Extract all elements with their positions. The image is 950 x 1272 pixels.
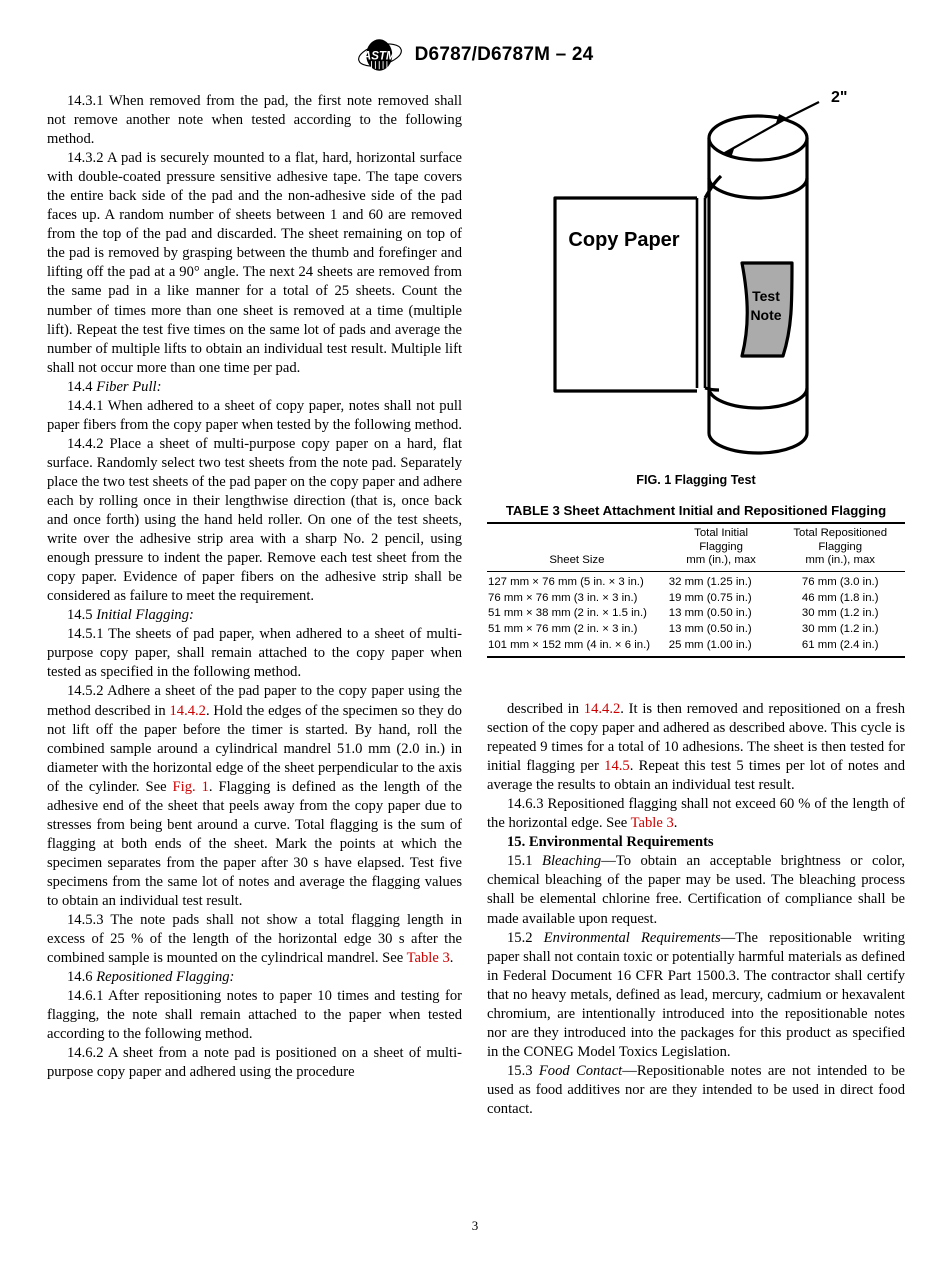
paragraph-14-6-heading [47,968,462,987]
col3-line1: Total Repositioned [793,527,888,539]
col2-line3: mm (in.), max [686,554,756,567]
paragraph-14-4-heading [47,378,462,397]
paragraph-14-3-2: 14.3.2 A pad is securely mounted to a flat, hard, horizontal surface with double-coated pressure sensitive adhesive tape. The tape covers the entire back side of the pad and the non-adhesive side of the pad faces up. A random number of sheets between 1 and 60 are removed from the top of the pad and discarded. The sheet remaining on top of the pad is removed by grasping between the thumb and forefinger and lifting off the pad at a 90° angle. The next 24 sheets are removed from the same pad in a like manner for a total of 25 sheets. Count the number of times more than one sheet is removed at a time (multiple lift). Repeat the test five times on the same lot of pads and average the number of multiple lifts to obtain an individual test result. Multiple lift shall not occur more than one time per pad. [47,150,462,376]
paragraph-14-5-3 [47,911,462,968]
clause-number-14-6: 14.6 [67,969,97,986]
table-row [487,606,905,622]
xref-link-table-3[interactable]: Table 3 [406,950,450,967]
cell-repositioned-flagging: 30 mm (1.2 in.) [801,623,879,636]
cell-initial-flagging: 32 mm (1.25 in.) [668,575,752,588]
cell-sheet-size: 76 mm × 76 mm (3 in. × 3 in.) [488,591,638,604]
cont-segment-1: described in [507,701,584,717]
clause-number-15-1: 15.1 [507,853,543,870]
table-row [487,622,905,638]
page-number: 3 [471,1218,479,1233]
clause-title-initial-flagging: Initial Flagging: [96,607,194,624]
table-3-title: TABLE 3 Sheet Attachment Initial and Repositioned Flagging [505,503,887,518]
flagging-test-diagram [487,88,905,466]
table-row [487,590,905,606]
para-14-5-3-segment-2: . [449,950,454,967]
column-header-total-repositioned-flagging [775,523,905,571]
cell-repositioned-flagging: 61 mm (2.4 in.) [801,638,879,651]
copy-paper-sheet [555,198,697,391]
para-14-5-2-segment-1: 14.5.2 Adhere a sheet of the pad paper to the copy paper using the method described in [47,683,462,719]
diameter-label: 2" [831,89,848,106]
cell-initial-flagging: 25 mm (1.00 in.) [668,638,752,651]
xref-link-table-3[interactable]: Table 3 [630,815,674,832]
svg-text:ASTM: ASTM [362,50,396,63]
cell-initial-flagging: 19 mm (0.75 in.) [668,591,752,604]
diameter-leader-line [787,102,819,118]
column-header-total-initial-flagging [667,523,776,571]
column-header-sheet-size: Sheet Size [487,523,667,571]
paragraph-14-4-2: 14.4.2 Place a sheet of multi-purpose copy paper on a hard, flat surface. Randomly select two test sheets from the note pad. Separately place the two test sheets of the pad paper on the copy paper and adhere each by rolling once in their lengthwise direction (that is, once back and once forth) using the hand held roller. On one of the test sheets, write over the adhesive strip area with a sharp No. 2 pencil, using enough pressure to indent the paper. Remove each test sheet from the copy paper. Evidence of paper fibers on the adhesive strip shall be considered as failure to meet the requirement. [47,435,462,605]
table-bottom-rule [487,656,905,658]
xref-link-14-4-2[interactable]: 14.4.2 [169,702,206,719]
clause-title-bleaching: Bleaching [542,853,602,870]
xref-link-14-4-2[interactable]: 14.4.2 [583,701,621,717]
copy-paper-label: Copy Paper [568,229,680,251]
astm-logo-icon [357,38,403,72]
para-14-5-2-segment-2: . Hold the edges of the specimen so they do not lift off the paper before the timer is started. By hand, roll the combined sample around a cylindrical mandrel 51.0 mm (2.0 in.) in diameter with the horizontal edge of the sheet perpendicular to the axis of the cylinder. See [47,702,462,795]
table-3-block [487,503,905,658]
right-text-column [487,700,905,1119]
clause-title-food-contact: Food Contact [538,1062,623,1079]
para-15-2-body: —The repositionable writing paper shall not contain toxic or potentially harmful materials as defined in Federal Document 16 CFR Part 1500.3. The contractor shall certify that no heavy metals, defined as lead, mercury, cadmium or hexavalent chromium, are intentionally introduced into the repositionable notes nor are they introduced into the packages for this product as specified in the CONEG Model Toxics Legislation. [487,929,906,1060]
paragraph-15-2 [487,929,905,1062]
document-designation: D6787/D6787M – 24 [414,44,594,65]
cell-initial-flagging: 13 mm (0.50 in.) [668,607,752,620]
paragraph-14-6-2: 14.6.2 A sheet from a note pad is positioned on a sheet of multi-purpose copy paper and adhered using the procedure [47,1045,462,1081]
figure-1-block [487,88,905,487]
col2-line1: Total Initial [694,527,748,539]
clause-title-environmental-requirements: Environmental Requirements [543,929,721,946]
cell-repositioned-flagging: 46 mm (1.8 in.) [801,591,879,604]
paper-bottom-curl [705,388,719,390]
cell-sheet-size: 51 mm × 76 mm (2 in. × 3 in.) [488,623,638,636]
cylinder-bottom-arc [709,433,807,453]
table-row [487,637,905,655]
clause-title-fiber-pull: Fiber Pull: [96,378,162,395]
paragraph-15-3 [487,1062,905,1119]
figure-1-caption: FIG. 1 Flagging Test [636,473,756,487]
cell-sheet-size: 127 mm × 76 mm (5 in. × 3 in.) [488,575,644,588]
clause-number-15-3: 15.3 [507,1062,539,1079]
para-14-5-3-segment-1: 14.5.3 The note pads shall not show a total flagging length in excess of 25 % of the length of the horizontal edge 30 s after the combined sample is mounted on the cylindrical mandrel. See [47,912,462,967]
paragraph-14-4-1: 14.4.1 When adhered to a sheet of copy paper, notes shall not pull paper fibers from the copy paper when tested by the following method. [47,397,462,433]
paragraph-14-6-2-continued [487,700,905,795]
cell-repositioned-flagging: 76 mm (3.0 in.) [801,575,879,588]
para-14-6-3-segment-1: 14.6.3 Repositioned flagging shall not exceed 60 % of the length of the horizontal edge. See [487,796,905,832]
cont-segment-3: . Repeat this test 5 times per lot of notes and average the results to obtain an individual test result. [487,758,905,794]
col3-line2: Flagging [818,540,863,553]
table-header-row [487,523,905,571]
col3-line3: mm (in.), max [805,554,875,567]
cell-sheet-size: 51 mm × 38 mm (2 in. × 1.5 in.) [488,607,647,620]
cell-repositioned-flagging: 30 mm (1.2 in.) [801,607,879,620]
para-14-5-2-segment-3: . Flagging is defined as the length of the adhesive end of the sheet that peels away from the copy paper due to stresses from being bent around a curve. Total flagging is the sum of flagging at both ends of the sheet. Mark the points at which the specimen separates from the paper after 30 s have elapsed. Test five specimens from the same lot of notes and average the flagging values to obtain an individual test result. [47,778,463,909]
clause-title-repositioned-flagging: Repositioned Flagging: [96,969,235,986]
paragraph-14-5-1: 14.5.1 The sheets of pad paper, when adhered to a sheet of multi-purpose copy paper, shall remain attached to the copy paper when tested as specified in the following method. [47,626,462,681]
test-note-label-line1: Test [752,288,780,304]
test-note-label-line2: Note [750,307,782,323]
paragraph-14-6-1: 14.6.1 After repositioning notes to paper 10 times and testing for flagging, the note shall remain attached to the paper when tested according to the following method. [47,988,462,1043]
paragraph-14-5-heading [47,606,462,625]
xref-link-14-5[interactable]: 14.5 [604,758,630,775]
cont-segment-2: . It is then removed and repositioned on a fresh section of the copy paper and adhered as described above. This cycle is repeated 9 times for a total of 10 adhesions. The sheet is then tested for initial flagging per [487,701,905,775]
cell-initial-flagging: 13 mm (0.50 in.) [668,623,752,636]
cylinder-lower-seam [709,388,807,408]
section-heading-15: 15. Environmental Requirements [507,834,714,851]
cell-sheet-size: 101 mm × 152 mm (4 in. × 6 in.) [488,638,651,651]
paragraph-14-5-2 [47,682,462,911]
xref-link-fig-1[interactable]: Fig. 1 [172,778,209,795]
cylinder-upper-seam [709,178,807,198]
paragraph-14-3-1: 14.3.1 When removed from the pad, the first note removed shall not remove another note when tested according to the following method. [47,93,462,148]
para-15-3-body: —Repositionable notes are not intended to be used as food additives nor are they intended to be used in direct food contact. [487,1062,906,1117]
para-15-1-body: —To obtain an acceptable brightness or color, chemical bleaching of the paper may be used. The bleaching process shall be elemental chlorine free. Certification of compliance shall be made available upon request. [487,853,906,927]
col2-line2: Flagging [699,540,743,553]
left-text-column [47,92,462,1082]
table-row [487,571,905,590]
page-header [0,38,950,72]
paragraph-15-1 [487,852,905,928]
table-3 [487,522,905,656]
clause-number-14-4: 14.4 [67,378,97,395]
clause-number-14-5: 14.5 [67,607,97,624]
table-body [487,571,905,655]
paragraph-14-6-3 [487,795,905,833]
clause-number-15-2: 15.2 [507,929,544,946]
para-14-6-3-segment-2: . [673,815,678,832]
